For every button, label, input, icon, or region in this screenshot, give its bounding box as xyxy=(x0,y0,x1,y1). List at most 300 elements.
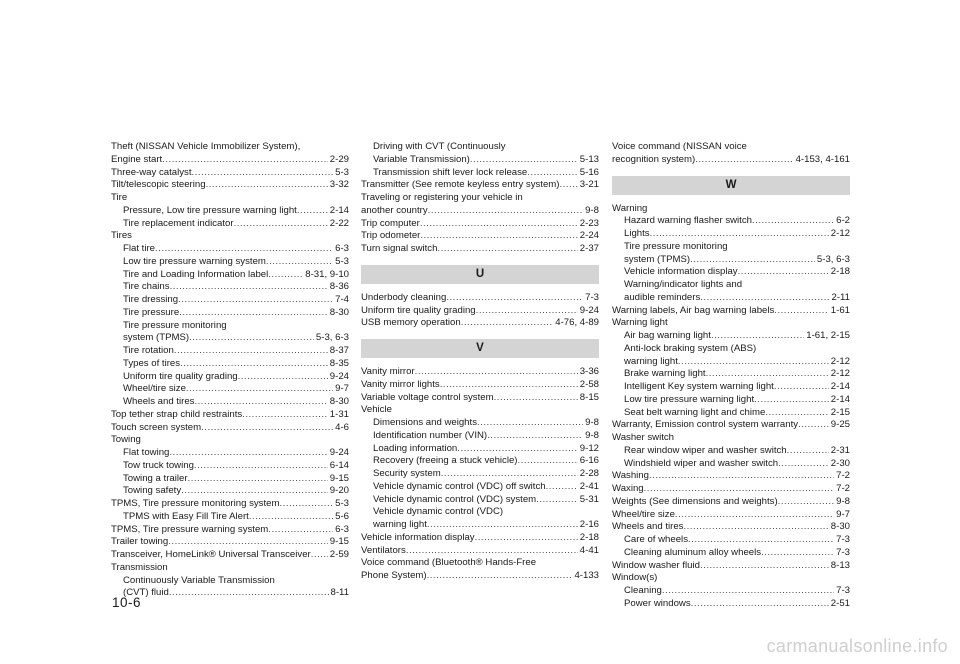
dot-leader xyxy=(787,445,829,458)
page-reference: 2-41 xyxy=(579,480,599,492)
page-reference: 8-15 xyxy=(579,391,599,403)
index-subentry xyxy=(612,381,850,394)
page-reference: 7-2 xyxy=(836,470,850,482)
index-heading: Warning light xyxy=(612,317,668,329)
entry-term: Brake warning light xyxy=(624,368,706,380)
index-subentry xyxy=(612,254,850,267)
dot-leader xyxy=(527,167,578,180)
entry-term: Low tire pressure warning light xyxy=(624,393,755,405)
entry-term: Lights xyxy=(624,228,650,239)
index-subentry xyxy=(111,205,349,218)
dot-leader xyxy=(268,524,333,537)
index-subentry xyxy=(111,587,349,600)
entry-term: Identification number (VIN) xyxy=(373,429,488,441)
entry-term: TPMS, Tire pressure warning system xyxy=(111,523,269,535)
page-reference: 9-7 xyxy=(836,508,850,520)
entry-term: Recovery (freeing a stuck vehicle) xyxy=(373,455,518,467)
page-reference: 6-2 xyxy=(836,215,850,227)
index-subheading: Tire pressure monitoring xyxy=(624,240,728,252)
dot-leader xyxy=(487,430,583,443)
page-reference: 5-3 xyxy=(335,166,349,178)
dot-leader xyxy=(406,545,578,558)
index-subentry xyxy=(361,519,599,532)
entry-term: TPMS, Tire pressure monitoring system xyxy=(111,498,280,509)
index-subentry xyxy=(612,330,850,343)
dot-leader xyxy=(266,256,333,269)
dot-leader xyxy=(752,215,834,228)
index-entry xyxy=(361,379,599,392)
dot-leader xyxy=(201,422,333,435)
dot-leader xyxy=(238,371,328,384)
index-entry xyxy=(111,422,349,435)
section-letter-u: U xyxy=(361,265,599,284)
page-reference: 9-15 xyxy=(329,536,349,548)
page-reference: 3-21 xyxy=(579,179,599,191)
entry-term: Wheels and tires xyxy=(123,396,195,407)
index-subentry xyxy=(612,266,850,279)
dot-leader xyxy=(420,230,577,243)
entry-term: Waxing xyxy=(612,483,644,494)
dot-leader xyxy=(427,519,578,532)
index-entry xyxy=(361,292,599,305)
index-subentry xyxy=(361,430,599,443)
entry-term: Air bag warning light xyxy=(624,330,711,341)
index-subheading: Continuously Variable Transmission xyxy=(123,574,275,586)
entry-term: Washing xyxy=(612,470,649,482)
page-reference: 2-15 xyxy=(830,406,850,418)
dot-leader xyxy=(188,473,328,486)
entry-term: warning light xyxy=(373,519,427,530)
dot-leader xyxy=(194,396,327,409)
index-entry xyxy=(612,154,850,167)
index-subentry xyxy=(111,473,349,486)
entry-term: (CVT) fluid xyxy=(123,587,169,599)
index-subentry xyxy=(111,383,349,396)
dot-leader xyxy=(518,455,578,468)
index-subentry xyxy=(111,332,349,345)
index-entry xyxy=(612,305,850,318)
dot-leader xyxy=(440,379,578,392)
index-entry xyxy=(361,366,599,379)
index-subentry xyxy=(612,534,850,547)
page-reference: 9-25 xyxy=(830,419,850,431)
dot-leader xyxy=(428,205,583,218)
index-entry xyxy=(612,521,850,534)
entry-term: Phone System) xyxy=(361,570,427,581)
index-entry xyxy=(612,483,850,496)
dot-leader xyxy=(415,366,578,379)
index-entry xyxy=(361,532,599,545)
dot-leader xyxy=(774,381,829,394)
index-entry xyxy=(111,524,349,537)
dot-leader xyxy=(662,585,834,598)
entry-term: Seat belt warning light and chime xyxy=(624,406,766,418)
index-entry xyxy=(361,545,599,558)
dot-leader xyxy=(690,254,815,267)
entry-term: Cleaning xyxy=(624,585,662,596)
page-reference: 7-4 xyxy=(335,294,349,305)
dot-leader xyxy=(774,305,829,318)
entry-term: Wheel/tire size xyxy=(612,508,675,520)
index-column-2 xyxy=(361,141,599,583)
dot-leader xyxy=(155,243,333,256)
index-entry xyxy=(361,392,599,405)
entry-term: Flat towing xyxy=(123,447,170,458)
index-subentry xyxy=(111,511,349,524)
dot-leader xyxy=(178,294,333,307)
index-subentry xyxy=(111,460,349,473)
index-subheading: Warning/indicator lights and xyxy=(624,279,743,290)
index-column-1 xyxy=(111,141,349,600)
dot-leader xyxy=(206,179,328,192)
dot-leader xyxy=(765,407,828,420)
entry-term: Towing safety xyxy=(123,485,182,497)
entry-term: Weights (See dimensions and weights) xyxy=(612,495,778,507)
page-reference: 5-16 xyxy=(579,166,599,178)
page-reference: 2-22 xyxy=(329,217,349,229)
dot-leader xyxy=(297,205,328,218)
entry-term: Trailer towing xyxy=(111,536,169,548)
entry-term: Rear window wiper and washer switch xyxy=(624,444,787,456)
dot-leader xyxy=(470,154,578,167)
page-reference: 6-14 xyxy=(329,459,349,471)
index-heading: Washer switch xyxy=(612,432,675,443)
page-reference: 9-8 xyxy=(836,495,850,507)
page-reference: 9-7 xyxy=(335,383,349,395)
index-entry xyxy=(612,419,850,432)
dot-leader xyxy=(691,598,829,611)
index-subentry xyxy=(361,417,599,430)
page-reference: 5-6 xyxy=(335,510,349,522)
index-subentry xyxy=(111,256,349,269)
page-reference: 1-61 xyxy=(830,304,850,316)
entry-term: Transceiver, HomeLink® Universal Transceiver xyxy=(111,549,311,560)
index-subentry xyxy=(361,443,599,456)
entry-term: Vehicle dynamic control (VDC) off switch xyxy=(373,480,546,492)
dot-leader xyxy=(279,498,333,511)
entry-term: Tire and Loading Information label xyxy=(123,268,269,280)
entry-term: Loading information xyxy=(373,442,458,454)
dot-leader xyxy=(798,419,829,432)
entry-term: Vehicle information display xyxy=(361,531,475,543)
dot-leader xyxy=(311,549,328,562)
dot-leader xyxy=(688,534,834,547)
index-heading: Theft (NISSAN Vehicle Immobilizer System), xyxy=(111,141,301,152)
dot-leader xyxy=(234,218,328,231)
page-reference: 2-59 xyxy=(329,549,349,560)
page-reference: 6-3 xyxy=(335,243,349,254)
index-subentry xyxy=(612,215,850,228)
dot-leader xyxy=(180,358,328,371)
index-subentry xyxy=(612,585,850,598)
entry-term: system (TPMS) xyxy=(123,332,190,344)
index-entry xyxy=(361,230,599,243)
dot-leader xyxy=(675,509,834,522)
entry-term: Tow truck towing xyxy=(123,459,194,471)
page-reference: 9-8 xyxy=(585,417,599,428)
entry-term: warning light xyxy=(624,355,678,367)
entry-term: Vanity mirror xyxy=(361,366,415,377)
index-subentry xyxy=(111,269,349,282)
entry-term: Variable Transmission) xyxy=(373,153,470,165)
dot-leader xyxy=(778,458,829,471)
dot-leader xyxy=(437,243,577,256)
dot-leader xyxy=(168,536,328,549)
page-reference: 2-12 xyxy=(830,355,850,367)
entry-term: Tire chains xyxy=(123,281,170,293)
dot-leader xyxy=(560,179,578,192)
index-entry xyxy=(361,305,599,318)
index-heading: Voice command (NISSAN voice xyxy=(612,141,747,152)
dot-leader xyxy=(186,383,333,396)
page-reference: 8-31, 9-10 xyxy=(305,268,349,280)
index-heading: Tire xyxy=(111,192,128,203)
page-reference: 5-3 xyxy=(335,255,349,267)
index-entry xyxy=(361,243,599,256)
entry-term: Underbody cleaning xyxy=(361,291,447,303)
dot-leader xyxy=(738,266,829,279)
dot-leader xyxy=(649,470,834,483)
page-reference: 2-14 xyxy=(830,381,850,392)
index-subentry xyxy=(111,485,349,498)
page-reference: 6-16 xyxy=(579,455,599,467)
entry-term: Top tether strap child restraints xyxy=(111,408,243,420)
entry-term: Windshield wiper and washer switch xyxy=(624,457,779,469)
index-subentry xyxy=(361,481,599,494)
dot-leader xyxy=(189,332,314,345)
index-subentry xyxy=(111,396,349,409)
entry-term: Touch screen system xyxy=(111,421,202,433)
page-reference: 8-30 xyxy=(329,396,349,407)
page-reference: 4-41 xyxy=(579,544,599,556)
dot-leader xyxy=(420,218,578,231)
page-reference: 2-16 xyxy=(579,519,599,530)
index-subentry xyxy=(111,243,349,256)
entry-term: Uniform tire quality grading xyxy=(361,304,476,316)
index-subentry xyxy=(361,167,599,180)
page-reference: 2-18 xyxy=(579,531,599,543)
index-heading: Traveling or registering your vehicle in xyxy=(361,192,523,203)
dot-leader xyxy=(461,317,554,330)
page-reference: 8-11 xyxy=(330,587,349,599)
entry-term: Vanity mirror lights xyxy=(361,378,440,390)
page-reference: 8-30 xyxy=(329,306,349,318)
entry-term: Transmitter (See remote keyless entry system) xyxy=(361,179,560,191)
entry-term: recognition system) xyxy=(612,153,696,165)
page-reference: 8-37 xyxy=(329,345,349,356)
page-reference: 9-8 xyxy=(585,204,599,216)
page-reference: 8-36 xyxy=(329,281,349,293)
page-reference: 1-31 xyxy=(329,408,349,420)
index-subentry xyxy=(111,218,349,231)
dot-leader xyxy=(650,228,829,241)
dot-leader xyxy=(754,394,829,407)
index-subentry xyxy=(111,345,349,358)
index-entry xyxy=(361,570,599,583)
index-entry xyxy=(111,409,349,422)
index-subentry xyxy=(111,307,349,320)
entry-term: system (TPMS) xyxy=(624,253,691,265)
entry-term: Warning labels, Air bag warning labels xyxy=(612,304,775,316)
dot-leader xyxy=(174,345,328,358)
dot-leader xyxy=(700,292,829,305)
dot-leader xyxy=(427,570,573,583)
index-entry xyxy=(612,496,850,509)
index-column-3 xyxy=(612,141,850,611)
entry-term: Trip computer xyxy=(361,217,420,229)
index-entry xyxy=(361,179,599,192)
dot-leader xyxy=(457,443,578,456)
dot-leader xyxy=(181,485,328,498)
section-letter-v: V xyxy=(361,339,599,358)
entry-term: Engine start xyxy=(111,153,163,165)
watermark: carmanualsonline.info xyxy=(766,636,948,656)
entry-term: Uniform tire quality grading xyxy=(123,370,238,382)
page-reference: 2-11 xyxy=(831,291,850,303)
index-subentry xyxy=(361,494,599,507)
page-reference: 5-31 xyxy=(579,493,599,505)
dot-leader xyxy=(441,468,578,481)
index-entry xyxy=(111,498,349,511)
index-entry xyxy=(111,549,349,562)
page-reference: 9-20 xyxy=(329,485,349,497)
page-reference: 9-24 xyxy=(329,370,349,382)
page-reference: 7-3 xyxy=(836,546,850,558)
index-subentry xyxy=(612,547,850,560)
entry-term: Wheel/tire size xyxy=(123,383,186,395)
index-subentry xyxy=(361,154,599,167)
dot-leader xyxy=(706,368,829,381)
entry-term: Tilt/telescopic steering xyxy=(111,179,206,191)
entry-term: Dimensions and weights xyxy=(373,417,477,428)
index-subentry xyxy=(612,458,850,471)
entry-term: Tire rotation xyxy=(123,345,174,356)
index-subentry xyxy=(612,292,850,305)
entry-term: Types of tires xyxy=(123,357,181,369)
index-entry xyxy=(361,218,599,231)
dot-leader xyxy=(778,496,834,509)
index-subheading: Driving with CVT (Continuously xyxy=(373,141,506,152)
index-entry xyxy=(612,560,850,573)
page-reference: 6-3 xyxy=(335,523,349,535)
entry-term: Transmission shift lever lock release xyxy=(373,166,528,178)
page-reference: 2-31 xyxy=(830,444,850,456)
entry-term: Variable voltage control system xyxy=(361,391,494,403)
index-entry xyxy=(111,154,349,167)
page-reference: 2-24 xyxy=(579,230,599,242)
page-reference: 2-30 xyxy=(830,457,850,469)
index-subheading: Vehicle dynamic control (VDC) xyxy=(373,506,504,518)
dot-leader xyxy=(683,521,828,534)
page-reference: 9-15 xyxy=(329,472,349,484)
index-entry xyxy=(612,470,850,483)
index-subentry xyxy=(361,468,599,481)
index-subheading: Anti-lock braking system (ABS) xyxy=(624,342,757,354)
index-subentry xyxy=(612,228,850,241)
entry-term: USB memory operation xyxy=(361,317,461,329)
entry-term: Vehicle dynamic control (VDC) system xyxy=(373,493,537,505)
entry-term: Tire pressure xyxy=(123,306,180,318)
page-reference: 4-153, 4-161 xyxy=(795,153,850,165)
page-reference: 5-3, 6-3 xyxy=(816,253,850,265)
dot-leader xyxy=(242,409,328,422)
entry-term: Three-way catalyst xyxy=(111,166,192,178)
index-subentry xyxy=(612,394,850,407)
index-subentry xyxy=(612,445,850,458)
page-reference: 2-58 xyxy=(579,378,599,390)
dot-leader xyxy=(249,511,333,524)
dot-leader xyxy=(644,483,834,496)
entry-term: Vehicle information display xyxy=(624,266,738,278)
entry-term: Hazard warning flasher switch xyxy=(624,215,752,227)
index-heading: Towing xyxy=(111,434,141,446)
dot-leader xyxy=(700,560,829,573)
entry-term: Warranty, Emission control system warranty xyxy=(612,419,799,431)
index-subentry xyxy=(361,455,599,468)
dot-leader xyxy=(169,447,327,460)
entry-term: another country xyxy=(361,204,428,216)
index-heading: Warning xyxy=(612,202,648,214)
entry-term: Pressure, Low tire pressure warning light xyxy=(123,204,297,216)
page-reference: 5-3 xyxy=(335,498,349,509)
dot-leader xyxy=(170,281,328,294)
index-subentry xyxy=(612,598,850,611)
dot-leader xyxy=(678,356,829,369)
index-subentry xyxy=(612,368,850,381)
page-reference: 9-12 xyxy=(579,442,599,454)
index-entry xyxy=(111,167,349,180)
dot-leader xyxy=(536,494,578,507)
page-reference: 9-24 xyxy=(579,304,599,316)
entry-term: Wheels and tires xyxy=(612,521,684,533)
page-reference: 8-13 xyxy=(830,559,850,571)
index-entry xyxy=(361,317,599,330)
entry-term: Care of wheels xyxy=(624,534,688,545)
dot-leader xyxy=(162,154,328,167)
dot-leader xyxy=(695,154,793,167)
page-reference: 7-3 xyxy=(836,534,850,545)
index-subentry xyxy=(111,294,349,307)
dot-leader xyxy=(179,307,328,320)
page-reference: 2-23 xyxy=(579,217,599,229)
dot-leader xyxy=(446,292,583,305)
page-reference: 2-51 xyxy=(830,597,850,609)
page-reference: 2-14 xyxy=(830,393,850,405)
page-reference: 9-24 xyxy=(329,447,349,458)
page-reference: 4-133 xyxy=(574,570,599,581)
dot-leader xyxy=(711,330,804,343)
dot-leader xyxy=(494,392,578,405)
entry-term: Tire dressing xyxy=(123,294,179,305)
entry-term: Towing a trailer xyxy=(123,472,188,484)
entry-term: Power windows xyxy=(624,597,691,609)
index-entry xyxy=(111,179,349,192)
dot-leader xyxy=(475,532,578,545)
index-entry xyxy=(111,536,349,549)
page-reference: 2-18 xyxy=(830,266,850,278)
index-subentry xyxy=(612,407,850,420)
page-reference: 3-32 xyxy=(329,179,349,191)
page-reference: 8-35 xyxy=(329,357,349,369)
dot-leader xyxy=(546,481,578,494)
index-subentry xyxy=(111,371,349,384)
section-letter-w: W xyxy=(612,176,850,195)
page-reference: 7-2 xyxy=(836,483,850,494)
entry-term: TPMS with Easy Fill Tire Alert xyxy=(123,510,249,522)
page-reference: 5-3, 6-3 xyxy=(315,332,349,344)
index-subentry xyxy=(111,281,349,294)
entry-term: Turn signal switch xyxy=(361,243,438,254)
